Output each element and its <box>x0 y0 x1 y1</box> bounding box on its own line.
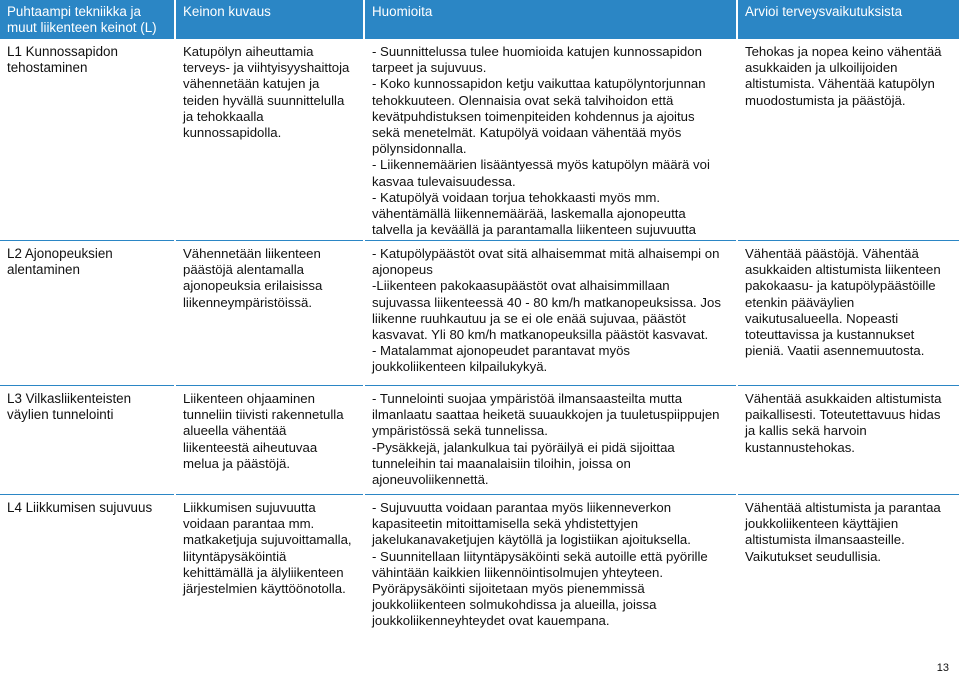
measure-description-cell <box>175 386 364 495</box>
measure-description-cell <box>175 39 364 241</box>
measure-notes-line: kevätpuhdistuksen toimenpiteiden kohdennus ja ajoitus <box>372 108 695 124</box>
measure-description-line: ja tehokkaalla <box>183 108 264 124</box>
measure-name-line: L4 Liikkumisen sujuvuus <box>7 500 153 515</box>
measure-notes-line: sekä menetelmät. Katupölyä voidaan vähentää myös <box>372 125 682 141</box>
measure-notes-line: kapasiteetin mitoittamisella sekä yhdistettyjen <box>372 516 639 532</box>
table-row <box>0 39 959 241</box>
measure-notes-line: vähentämällä liikennemäärää, laskemalla ajonopeutta <box>372 206 686 222</box>
measure-health-effects-line: asukkaiden ja ulkoilijoiden <box>745 60 898 76</box>
table-row <box>0 241 959 386</box>
measure-description-line: matkaketjuja sujuvoittamalla, <box>183 532 352 548</box>
measure-health-effects-line: kustannustehokas. <box>745 439 855 455</box>
measure-name-line: alentaminen <box>7 262 80 278</box>
measure-notes-line: - Suunnittelussa tulee huomioida katujen kunnossapidon <box>372 44 702 59</box>
measure-name-cell <box>0 39 175 241</box>
measure-notes-line: - Liikennemäärien lisääntyessä myös katupölyn määrä voi <box>372 157 710 173</box>
measure-notes-line: - Katupölypäästöt ovat sitä alhaisemmat mitä alhaisempi on <box>372 246 720 261</box>
measure-notes-line: - Matalammat ajonopeudet parantavat myös <box>372 343 631 359</box>
measure-name-line: L3 Vilkasliikenteisten <box>7 391 132 406</box>
measure-health-effects-line: altistumista. Vähentää katupölyn <box>745 76 935 92</box>
page-number: 13 <box>936 662 949 674</box>
measure-health-effects-line: ja kallis sekä harvoin <box>745 423 867 439</box>
measure-name-line: L2 Ajonopeuksien <box>7 246 113 261</box>
measure-description-line: Vähennetään liikenteen <box>183 246 321 261</box>
measure-notes-line: talvella ja keväällä ja parantamalla liikenteen sujuvuutta <box>372 222 697 238</box>
measure-description-line: melua ja päästöjä. <box>183 455 291 471</box>
measure-notes-line: ajoneuvoliikennettä. <box>372 472 489 488</box>
measure-health-effects-cell <box>737 386 959 495</box>
measure-notes-line: tarpeet ja sujuvuus. <box>372 60 487 76</box>
measure-notes-line: joukkoliikenteen kilpailukykyä. <box>372 359 548 375</box>
measure-health-effects-line: pieniä. Vaatii asennemuutosta. <box>745 343 925 359</box>
measure-notes-line: - Tunnelointi suojaa ympäristöä ilmansaasteilta mutta <box>372 391 683 406</box>
measure-name-cell <box>0 241 175 386</box>
measure-notes-line: liikenne ruuhkautuu ja se ei ole enää sujuvaa, päästöt <box>372 310 686 326</box>
measure-description-line: kehittämällä ja älyliikenteen <box>183 564 344 580</box>
measure-description-line: Liikkumisen sujuvuutta <box>183 500 316 515</box>
measure-notes-cell <box>364 495 737 640</box>
header-notes: Huomioita <box>364 0 737 39</box>
measure-description-cell <box>175 495 364 640</box>
measure-notes-line: - Suunnitellaan liityntäpysäköinti sekä autoille että pyörille <box>372 548 708 564</box>
measure-health-effects-line: joukkoliikenteen käyttäjien <box>745 516 899 532</box>
measure-notes-line: - Koko kunnossapidon ketju vaikuttaa katupölyntorjunnan <box>372 76 706 92</box>
measure-health-effects-line: toteuttavissa ja kustannukset <box>745 327 915 343</box>
measure-notes-line: ajonopeus <box>372 262 433 278</box>
measure-description-line: liikenneympäristöissä. <box>183 294 312 310</box>
measure-notes-line: kasvaa tulevaisuudessa. <box>372 173 516 189</box>
measure-notes-line: -Liikenteen pakokaasupäästöt ovat alhaisimmillaan <box>372 278 670 294</box>
measure-notes-line: -Pysäkkejä, jalankulkua tai pyöräilyä ei pidä sijoittaa <box>372 439 675 455</box>
measure-notes-line: ilmanlaatu saattaa heiketä suuaukkojen ja tuuletuspiippujen <box>372 407 720 423</box>
measure-notes-line: tunneleihin tai maanalaisiin tiloihin, joissa on <box>372 455 631 471</box>
measure-description-line: kunnossapidolla. <box>183 125 282 141</box>
measure-name-line: L1 Kunnossapidon <box>7 44 118 59</box>
measure-name-cell <box>0 386 175 495</box>
measure-health-effects-line: Vähentää päästöjä. Vähentää <box>745 246 919 261</box>
table-row <box>0 386 959 495</box>
measure-notes-cell <box>364 241 737 386</box>
measure-health-effects-line: muodostumista ja päästöjä. <box>745 92 906 108</box>
measure-notes-line: sujuvassa liikenteessä 40 - 80 km/h matkanopeuksissa. Jos <box>372 294 721 310</box>
measure-description-line: liikenteestä aiheutuvaa <box>183 439 318 455</box>
measure-notes-line: - Katupölyä voidaan torjua tehokkaasti myös mm. <box>372 189 661 205</box>
measure-description-line: päästöjä alentamalla <box>183 262 304 278</box>
measure-notes-line: - Sujuvuutta voidaan parantaa myös liikenneverkon <box>372 500 672 515</box>
measure-description-line: terveys- ja viihtyisyyshaittoja <box>183 60 350 76</box>
measure-health-effects-line: vaikutusalueella. Nopeasti <box>745 310 899 326</box>
measure-health-effects-line: asukkaiden altistumista liikenteen <box>745 262 941 278</box>
table-header-row <box>0 0 959 39</box>
measure-description-line: tunneliin tiivisti rakennetulla <box>183 407 344 423</box>
header-measure: Puhtaampi tekniikka ja muut liikenteen keinot (L) <box>0 0 175 39</box>
measure-health-effects-line: altistumista ilmansaasteille. <box>745 532 905 548</box>
table-row <box>0 495 959 640</box>
measure-health-effects-line: Vaikutukset seudullisia. <box>745 548 882 564</box>
measure-description-line: ajonopeuksia erilaisissa <box>183 278 323 294</box>
measure-description-line: voidaan parantaa mm. <box>183 516 315 532</box>
measure-health-effects-line: Vähentää altistumista ja parantaa <box>745 500 941 515</box>
measure-description-line: Liikenteen ohjaaminen <box>183 391 315 406</box>
measure-name-line: tehostaminen <box>7 60 88 76</box>
measure-notes-line: tehokkuuteen. Olennaisia ovat sekä talvihoidon että <box>372 92 674 108</box>
measure-notes-line: pölynsidonnalla. <box>372 141 467 157</box>
measure-notes-cell <box>364 386 737 495</box>
measure-health-effects-line: pakokaasu- ja katupölypäästöille <box>745 278 936 294</box>
measure-health-effects-cell <box>737 241 959 386</box>
measure-description-cell <box>175 241 364 386</box>
header-health-effects: Arvioi terveysvaikutuksista <box>737 0 959 39</box>
measure-notes-line: joukkoliikenteen solmukohdissa ja alueilla, joissa <box>372 597 657 613</box>
measure-description-line: järjestelmien käyttöönotolla. <box>183 581 346 597</box>
measure-health-effects-line: etenkin pääväylien <box>745 294 855 310</box>
measure-health-effects-line: Vähentää asukkaiden altistumista <box>745 391 942 406</box>
measure-description-line: alueella vähentää <box>183 423 287 439</box>
measure-health-effects-cell <box>737 39 959 241</box>
measure-description-line: teiden hyvällä suunnittelulla <box>183 92 345 108</box>
measure-description-line: liityntäpysäköintiä <box>183 548 287 564</box>
measure-health-effects-line: Tehokas ja nopea keino vähentää <box>745 44 942 59</box>
measure-name-line: väylien tunnelointi <box>7 407 114 423</box>
measure-description-line: Katupölyn aiheuttamia <box>183 44 314 59</box>
measure-notes-line: joukkoliikenneyhteydet ovat kauempana. <box>372 613 610 629</box>
header-description: Keinon kuvaus <box>175 0 364 39</box>
measure-notes-line: vähintään kaikkien liikennöintisolmujen yhteyteen. <box>372 564 664 580</box>
measure-notes-line: ympäristössä sekä tunnelissa. <box>372 423 548 439</box>
measure-notes-line: Pyöräpysäköinti sijoitetaan myös pienemmissä <box>372 581 645 597</box>
measure-notes-line: jakelukanavaketjujen käytöllä ja logistiikan ajoituksella. <box>372 532 691 548</box>
measure-health-effects-line: paikallisesti. Toteutettavuus hidas <box>745 407 941 423</box>
measure-notes-line: kasvavat. Yli 80 km/h matkanopeuksilla päästöt kasvavat. <box>372 327 709 343</box>
measure-health-effects-cell <box>737 495 959 640</box>
measure-description-line: vähennetään katujen ja <box>183 76 320 92</box>
measure-name-cell <box>0 495 175 640</box>
measure-notes-cell <box>364 39 737 241</box>
